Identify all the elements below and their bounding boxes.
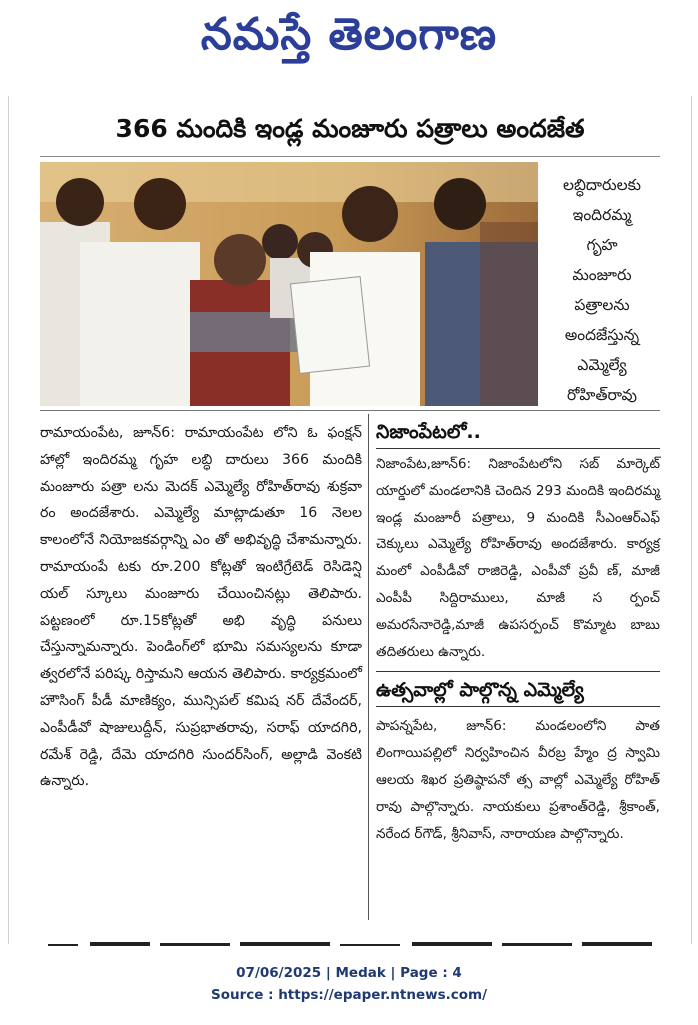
caption-line: ఇందిరమ్మ — [572, 206, 632, 224]
headline-divider — [40, 156, 660, 157]
photo-caption — [544, 170, 660, 410]
section-rule — [376, 671, 660, 672]
section-heading-utsavalu: ఉత్సవాల్లో పాల్గొన్న ఎమ్మెల్యే — [376, 679, 584, 702]
article-headline: 366 మందికి ఇండ్ల మంజూరు పత్రాలు అందజేత — [115, 114, 585, 143]
photo-bottom-rule — [40, 410, 660, 411]
caption-line: లబ్ధిదారులకు — [562, 176, 642, 194]
article-body-left: రామాయంపేట, జూన్‌6: రామాయంపేట లోని ఓ ఫంక్షన్‌ హాల్లో ఇందిరమ్మ గృహ లబ్ధి దారులు 366 మందికి మంజూరు పత్రా లను మెదక్‌ ఎమ్మెల్యే రోహిత్‌రావు శుక్రవా రం అందజేశారు. ఎమ్మెల్యే మాట్లాడుతూ 16 నెలల కాలంలోనే నియోజకవర్గాన్ని ఎం తో అభివృద్ధి చేశామన్నారు. రామాయంపే టకు రూ.200 కోట్లతో ఇంటిగ్రేటెడ్‌ రెసిడెన్షి యల్‌ స్కూలు మంజూరు చేయించినట్లు తెలిపారు. పట్టణంలో రూ.15కోట్లతో అభి వృద్ధి పనులు చేస్తున్నామన్నారు. పెండింగ్‌లో భూమి సమస్యలను కూడా త్వరలోనే పరిష్క రిస్తామని ఆయన తెలిపారు. కార్యక్రమంలో హౌసింగ్‌ పీడీ మాణిక్యం, మున్సిపల్‌ కమిష నర్‌ దేవేందర్‌, ఎంపీడీవో షాజులుద్దీన్‌, సుప్రభాతరావు, సరాఫ్‌ యాదగిరి, రమేశ్‌ రెడ్డి, దేమె యాదగిరి సుందర్‌సింగ్‌, అల్లాడి వెంకటి ఉన్నారు. — [40, 425, 362, 790]
section-body-utsavalu: పాపన్నపేట, జూన్‌6: మండలంలోని పాత లింగాయిపల్లిలో నిర్వహించిన వీరబ్ర హ్మేం ద్ర స్వామి ఆలయ శిఖర ప్రతిష్ఠాపనో త్స వాల్లో ఎమ్మెల్యే రోహిత్‌ రావు పాల్గొన్నారు. నాయకులు ప్రశాంత్‌రెడ్డి, శ్రీకాంత్‌, నరేంద ర్‌గౌడ్‌, శ్రీనివాస్‌, నారాయణ పాల్గొన్నారు. — [376, 718, 660, 842]
section-body-nizampet: నిజాంపేట,జూన్‌6: నిజాంపేటలోని సబ్‌ మార్కెట్‌ యార్డులో మండలానికి చెందిన 293 మందికి ఇందిరమ్మ ఇండ్ల మంజూరీ పత్రాలు, 9 మందికి సీఎంఆర్‌ఎఫ్‌ చెక్కులు ఎమ్మెల్యే రోహిత్‌రావు అందజేశారు. కార్యక్ర మంలో ఎంపీడీవో రాజిరెడ్డి, ఎంపీవో ప్రవీ ణ్‌, మాజీ ఎంపీపీ సిద్దిరాములు, మాజీ స ర్పంచ్‌ అమరసేనారెడ్డి,మాజీ ఉపసర్పంచ్‌ కొమ్మాట బాబు తదితరులు ఉన్నారు. — [376, 456, 660, 660]
section-rule — [376, 706, 660, 707]
caption-line: రోహిత్‌రావు — [566, 386, 638, 404]
caption-line: మంజూరు — [572, 266, 632, 284]
caption-line: అందజేస్తున్న — [564, 326, 640, 344]
caption-line: గృహ — [586, 236, 618, 254]
cut-off-text-marks — [40, 941, 660, 946]
masthead — [0, 0, 698, 80]
newspaper-title: నమస్తే తెలంగాణ — [200, 9, 498, 60]
source-link[interactable]: Source : https://epaper.ntnews.com/ — [210, 987, 488, 1003]
page-footer — [0, 962, 698, 1006]
photo-illustration — [40, 162, 538, 406]
caption-line: ఎమ్మెల్యే — [577, 356, 627, 374]
cut-off-next-headline — [40, 936, 660, 946]
section-rule — [376, 448, 660, 449]
edition-info: 07/06/2025 | Medak | Page : 4 — [236, 965, 462, 981]
news-photo — [40, 162, 538, 406]
caption-line: పత్రాలను — [574, 296, 630, 314]
column-divider — [368, 414, 369, 920]
section-heading-nizampet: నిజాంపేటలో.. — [376, 421, 481, 443]
article-body-right — [376, 418, 660, 847]
